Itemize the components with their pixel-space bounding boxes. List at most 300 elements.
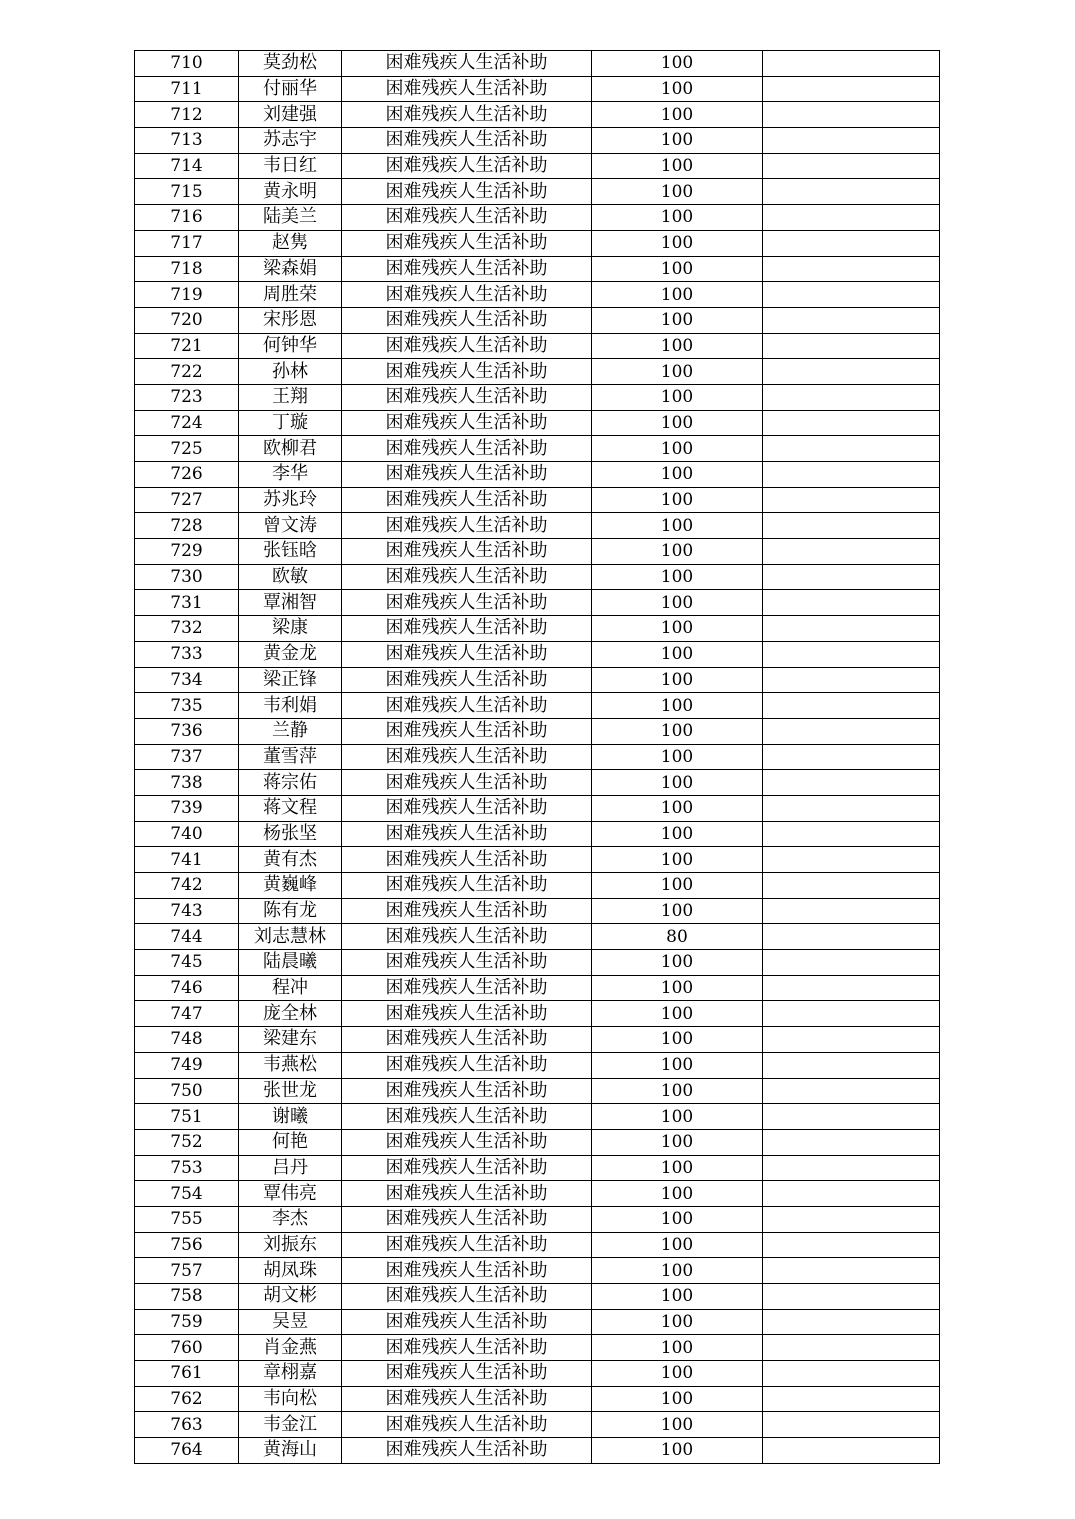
note-cell	[763, 1104, 940, 1130]
note-cell	[763, 410, 940, 436]
note-cell	[763, 359, 940, 385]
table-row	[135, 384, 940, 410]
note-cell	[763, 564, 940, 590]
note-cell	[763, 744, 940, 770]
subsidy-item-cell: 困难残疾人生活补助	[342, 1129, 592, 1155]
note-cell	[763, 282, 940, 308]
subsidy-item-cell: 困难残疾人生活补助	[342, 898, 592, 924]
table-row	[135, 179, 940, 205]
subsidy-item-cell: 困难残疾人生活补助	[342, 1386, 592, 1412]
serial-number-cell: 762	[135, 1386, 239, 1412]
name-cell: 莫劲松	[239, 51, 342, 77]
name-cell: 陆晨曦	[239, 950, 342, 976]
serial-number-cell: 728	[135, 513, 239, 539]
subsidy-item-cell: 困难残疾人生活补助	[342, 51, 592, 77]
name-cell: 刘建强	[239, 102, 342, 128]
note-cell	[763, 102, 940, 128]
serial-number-cell: 712	[135, 102, 239, 128]
subsidy-item-cell: 困难残疾人生活补助	[342, 847, 592, 873]
name-cell: 蒋宗佑	[239, 770, 342, 796]
table-row	[135, 1335, 940, 1361]
subsidy-item-cell: 困难残疾人生活补助	[342, 333, 592, 359]
note-cell	[763, 1078, 940, 1104]
serial-number-cell: 726	[135, 462, 239, 488]
name-cell: 黄巍峰	[239, 873, 342, 899]
subsidy-item-cell: 困难残疾人生活补助	[342, 1027, 592, 1053]
table-row	[135, 693, 940, 719]
name-cell: 兰静	[239, 718, 342, 744]
note-cell	[763, 924, 940, 950]
amount-cell: 100	[592, 359, 763, 385]
subsidy-item-cell: 困难残疾人生活补助	[342, 744, 592, 770]
note-cell	[763, 1027, 940, 1053]
name-cell: 宋彤恩	[239, 307, 342, 333]
subsidy-item-cell: 困难残疾人生活补助	[342, 384, 592, 410]
name-cell: 董雪萍	[239, 744, 342, 770]
name-cell: 梁森娟	[239, 256, 342, 282]
name-cell: 吴昱	[239, 1309, 342, 1335]
amount-cell: 100	[592, 795, 763, 821]
subsidy-item-cell: 困难残疾人生活补助	[342, 487, 592, 513]
subsidy-item-cell: 困难残疾人生活补助	[342, 1206, 592, 1232]
table-row	[135, 1284, 940, 1310]
table-row	[135, 1181, 940, 1207]
amount-cell: 100	[592, 384, 763, 410]
serial-number-cell: 736	[135, 718, 239, 744]
amount-cell: 100	[592, 76, 763, 102]
amount-cell: 100	[592, 1412, 763, 1438]
name-cell: 蒋文程	[239, 795, 342, 821]
name-cell: 付丽华	[239, 76, 342, 102]
name-cell: 梁建东	[239, 1027, 342, 1053]
name-cell: 李杰	[239, 1206, 342, 1232]
subsidy-item-cell: 困难残疾人生活补助	[342, 230, 592, 256]
serial-number-cell: 738	[135, 770, 239, 796]
name-cell: 胡文彬	[239, 1284, 342, 1310]
note-cell	[763, 590, 940, 616]
serial-number-cell: 732	[135, 616, 239, 642]
amount-cell: 100	[592, 1258, 763, 1284]
note-cell	[763, 487, 940, 513]
subsidy-item-cell: 困难残疾人生活补助	[342, 1258, 592, 1284]
table-row	[135, 616, 940, 642]
amount-cell: 100	[592, 256, 763, 282]
name-cell: 刘振东	[239, 1232, 342, 1258]
name-cell: 何艳	[239, 1129, 342, 1155]
serial-number-cell: 730	[135, 564, 239, 590]
serial-number-cell: 750	[135, 1078, 239, 1104]
subsidy-item-cell: 困难残疾人生活补助	[342, 1001, 592, 1027]
name-cell: 谢曦	[239, 1104, 342, 1130]
subsidy-item-cell: 困难残疾人生活补助	[342, 539, 592, 565]
subsidy-item-cell: 困难残疾人生活补助	[342, 102, 592, 128]
table-row	[135, 770, 940, 796]
table-row	[135, 564, 940, 590]
table-row	[135, 1129, 940, 1155]
name-cell: 陆美兰	[239, 205, 342, 231]
amount-cell: 100	[592, 1104, 763, 1130]
table-row	[135, 128, 940, 154]
serial-number-cell: 734	[135, 667, 239, 693]
amount-cell: 100	[592, 102, 763, 128]
subsidy-item-cell: 困难残疾人生活补助	[342, 128, 592, 154]
name-cell: 梁康	[239, 616, 342, 642]
subsidy-item-cell: 困难残疾人生活补助	[342, 718, 592, 744]
subsidy-item-cell: 困难残疾人生活补助	[342, 1078, 592, 1104]
table-row	[135, 1206, 940, 1232]
amount-cell: 100	[592, 667, 763, 693]
note-cell	[763, 1438, 940, 1464]
serial-number-cell: 711	[135, 76, 239, 102]
name-cell: 陈有龙	[239, 898, 342, 924]
serial-number-cell: 715	[135, 179, 239, 205]
amount-cell: 100	[592, 1001, 763, 1027]
table-row	[135, 1361, 940, 1387]
name-cell: 李华	[239, 462, 342, 488]
table-row	[135, 641, 940, 667]
name-cell: 欧柳君	[239, 436, 342, 462]
name-cell: 周胜荣	[239, 282, 342, 308]
serial-number-cell: 760	[135, 1335, 239, 1361]
subsidy-item-cell: 困难残疾人生活补助	[342, 693, 592, 719]
amount-cell: 100	[592, 616, 763, 642]
table-row	[135, 513, 940, 539]
subsidy-item-cell: 困难残疾人生活补助	[342, 513, 592, 539]
note-cell	[763, 230, 940, 256]
serial-number-cell: 753	[135, 1155, 239, 1181]
name-cell: 杨张坚	[239, 821, 342, 847]
note-cell	[763, 693, 940, 719]
table-row	[135, 307, 940, 333]
name-cell: 梁正锋	[239, 667, 342, 693]
name-cell: 韦金江	[239, 1412, 342, 1438]
serial-number-cell: 739	[135, 795, 239, 821]
note-cell	[763, 770, 940, 796]
note-cell	[763, 1052, 940, 1078]
note-cell	[763, 333, 940, 359]
serial-number-cell: 721	[135, 333, 239, 359]
table-row	[135, 76, 940, 102]
amount-cell: 100	[592, 1181, 763, 1207]
table-row	[135, 1386, 940, 1412]
amount-cell: 100	[592, 1232, 763, 1258]
subsidy-item-cell: 困难残疾人生活补助	[342, 821, 592, 847]
table-row	[135, 873, 940, 899]
serial-number-cell: 754	[135, 1181, 239, 1207]
table-row	[135, 539, 940, 565]
note-cell	[763, 436, 940, 462]
note-cell	[763, 1284, 940, 1310]
table-row	[135, 282, 940, 308]
serial-number-cell: 745	[135, 950, 239, 976]
subsidy-item-cell: 困难残疾人生活补助	[342, 616, 592, 642]
subsidy-item-cell: 困难残疾人生活补助	[342, 462, 592, 488]
subsidy-item-cell: 困难残疾人生活补助	[342, 76, 592, 102]
table-row	[135, 410, 940, 436]
table-row	[135, 795, 940, 821]
name-cell: 黄有杰	[239, 847, 342, 873]
subsidy-item-cell: 困难残疾人生活补助	[342, 590, 592, 616]
serial-number-cell: 737	[135, 744, 239, 770]
serial-number-cell: 733	[135, 641, 239, 667]
note-cell	[763, 821, 940, 847]
table-row	[135, 590, 940, 616]
note-cell	[763, 384, 940, 410]
name-cell: 韦燕松	[239, 1052, 342, 1078]
table-row	[135, 359, 940, 385]
serial-number-cell: 731	[135, 590, 239, 616]
table-row	[135, 744, 940, 770]
note-cell	[763, 179, 940, 205]
table-row	[135, 1412, 940, 1438]
serial-number-cell: 716	[135, 205, 239, 231]
amount-cell: 100	[592, 1206, 763, 1232]
serial-number-cell: 710	[135, 51, 239, 77]
subsidy-item-cell: 困难残疾人生活补助	[342, 1155, 592, 1181]
table-row	[135, 898, 940, 924]
name-cell: 黄海山	[239, 1438, 342, 1464]
amount-cell: 100	[592, 1129, 763, 1155]
subsidy-item-cell: 困难残疾人生活补助	[342, 359, 592, 385]
subsidy-item-cell: 困难残疾人生活补助	[342, 1412, 592, 1438]
note-cell	[763, 153, 940, 179]
amount-cell: 100	[592, 282, 763, 308]
serial-number-cell: 729	[135, 539, 239, 565]
name-cell: 曾文涛	[239, 513, 342, 539]
amount-cell: 100	[592, 744, 763, 770]
note-cell	[763, 256, 940, 282]
subsidy-item-cell: 困难残疾人生活补助	[342, 1335, 592, 1361]
serial-number-cell: 714	[135, 153, 239, 179]
name-cell: 肖金燕	[239, 1335, 342, 1361]
table-row	[135, 1309, 940, 1335]
name-cell: 张钰晗	[239, 539, 342, 565]
amount-cell: 100	[592, 564, 763, 590]
serial-number-cell: 751	[135, 1104, 239, 1130]
amount-cell: 80	[592, 924, 763, 950]
subsidy-item-cell: 困难残疾人生活补助	[342, 282, 592, 308]
note-cell	[763, 795, 940, 821]
name-cell: 吕丹	[239, 1155, 342, 1181]
table-row	[135, 153, 940, 179]
amount-cell: 100	[592, 128, 763, 154]
subsidy-item-cell: 困难残疾人生活补助	[342, 770, 592, 796]
serial-number-cell: 740	[135, 821, 239, 847]
note-cell	[763, 1309, 940, 1335]
amount-cell: 100	[592, 950, 763, 976]
serial-number-cell: 742	[135, 873, 239, 899]
subsidy-item-cell: 困难残疾人生活补助	[342, 307, 592, 333]
name-cell: 欧敏	[239, 564, 342, 590]
amount-cell: 100	[592, 590, 763, 616]
subsidy-table	[134, 50, 940, 1464]
table-row	[135, 821, 940, 847]
subsidy-item-cell: 困难残疾人生活补助	[342, 205, 592, 231]
amount-cell: 100	[592, 1052, 763, 1078]
amount-cell: 100	[592, 1155, 763, 1181]
subsidy-item-cell: 困难残疾人生活补助	[342, 795, 592, 821]
serial-number-cell: 761	[135, 1361, 239, 1387]
table-row	[135, 256, 940, 282]
subsidy-item-cell: 困难残疾人生活补助	[342, 436, 592, 462]
amount-cell: 100	[592, 539, 763, 565]
amount-cell: 100	[592, 1386, 763, 1412]
subsidy-item-cell: 困难残疾人生活补助	[342, 564, 592, 590]
name-cell: 刘志慧林	[239, 924, 342, 950]
serial-number-cell: 713	[135, 128, 239, 154]
note-cell	[763, 539, 940, 565]
serial-number-cell: 718	[135, 256, 239, 282]
note-cell	[763, 1335, 940, 1361]
note-cell	[763, 1206, 940, 1232]
name-cell: 程冲	[239, 975, 342, 1001]
note-cell	[763, 1129, 940, 1155]
amount-cell: 100	[592, 847, 763, 873]
note-cell	[763, 76, 940, 102]
note-cell	[763, 1412, 940, 1438]
amount-cell: 100	[592, 487, 763, 513]
name-cell: 张世龙	[239, 1078, 342, 1104]
table-row	[135, 847, 940, 873]
serial-number-cell: 743	[135, 898, 239, 924]
serial-number-cell: 724	[135, 410, 239, 436]
note-cell	[763, 898, 940, 924]
name-cell: 覃湘智	[239, 590, 342, 616]
serial-number-cell: 723	[135, 384, 239, 410]
subsidy-item-cell: 困难残疾人生活补助	[342, 179, 592, 205]
serial-number-cell: 748	[135, 1027, 239, 1053]
note-cell	[763, 462, 940, 488]
name-cell: 覃伟亮	[239, 1181, 342, 1207]
serial-number-cell: 756	[135, 1232, 239, 1258]
serial-number-cell: 744	[135, 924, 239, 950]
name-cell: 王翔	[239, 384, 342, 410]
serial-number-cell: 747	[135, 1001, 239, 1027]
subsidy-item-cell: 困难残疾人生活补助	[342, 950, 592, 976]
subsidy-item-cell: 困难残疾人生活补助	[342, 641, 592, 667]
note-cell	[763, 950, 940, 976]
name-cell: 黄永明	[239, 179, 342, 205]
table-row	[135, 205, 940, 231]
note-cell	[763, 1155, 940, 1181]
table-row	[135, 462, 940, 488]
serial-number-cell: 727	[135, 487, 239, 513]
amount-cell: 100	[592, 1078, 763, 1104]
amount-cell: 100	[592, 436, 763, 462]
note-cell	[763, 128, 940, 154]
subsidy-item-cell: 困难残疾人生活补助	[342, 924, 592, 950]
amount-cell: 100	[592, 898, 763, 924]
table-row	[135, 436, 940, 462]
note-cell	[763, 307, 940, 333]
name-cell: 庞全林	[239, 1001, 342, 1027]
amount-cell: 100	[592, 718, 763, 744]
amount-cell: 100	[592, 1335, 763, 1361]
subsidy-item-cell: 困难残疾人生活补助	[342, 1438, 592, 1464]
amount-cell: 100	[592, 462, 763, 488]
serial-number-cell: 720	[135, 307, 239, 333]
serial-number-cell: 735	[135, 693, 239, 719]
subsidy-item-cell: 困难残疾人生活补助	[342, 256, 592, 282]
serial-number-cell: 717	[135, 230, 239, 256]
note-cell	[763, 641, 940, 667]
serial-number-cell: 722	[135, 359, 239, 385]
table-row	[135, 1258, 940, 1284]
table-row	[135, 1078, 940, 1104]
amount-cell: 100	[592, 821, 763, 847]
table-row	[135, 1001, 940, 1027]
amount-cell: 100	[592, 693, 763, 719]
serial-number-cell: 755	[135, 1206, 239, 1232]
serial-number-cell: 758	[135, 1284, 239, 1310]
subsidy-item-cell: 困难残疾人生活补助	[342, 1181, 592, 1207]
table-row	[135, 1027, 940, 1053]
note-cell	[763, 513, 940, 539]
amount-cell: 100	[592, 770, 763, 796]
amount-cell: 100	[592, 179, 763, 205]
table-row	[135, 718, 940, 744]
name-cell: 苏志宇	[239, 128, 342, 154]
name-cell: 黄金龙	[239, 641, 342, 667]
amount-cell: 100	[592, 1284, 763, 1310]
table-row	[135, 1104, 940, 1130]
serial-number-cell: 752	[135, 1129, 239, 1155]
amount-cell: 100	[592, 333, 763, 359]
amount-cell: 100	[592, 873, 763, 899]
note-cell	[763, 873, 940, 899]
amount-cell: 100	[592, 513, 763, 539]
name-cell: 胡凤珠	[239, 1258, 342, 1284]
serial-number-cell: 763	[135, 1412, 239, 1438]
table-row	[135, 51, 940, 77]
note-cell	[763, 1386, 940, 1412]
name-cell: 苏兆玲	[239, 487, 342, 513]
subsidy-item-cell: 困难残疾人生活补助	[342, 1104, 592, 1130]
name-cell: 韦向松	[239, 1386, 342, 1412]
amount-cell: 100	[592, 1361, 763, 1387]
note-cell	[763, 1232, 940, 1258]
table-row	[135, 975, 940, 1001]
subsidy-item-cell: 困难残疾人生活补助	[342, 873, 592, 899]
amount-cell: 100	[592, 153, 763, 179]
note-cell	[763, 1361, 940, 1387]
note-cell	[763, 1001, 940, 1027]
amount-cell: 100	[592, 1309, 763, 1335]
name-cell: 章栩嘉	[239, 1361, 342, 1387]
amount-cell: 100	[592, 1438, 763, 1464]
serial-number-cell: 746	[135, 975, 239, 1001]
serial-number-cell: 725	[135, 436, 239, 462]
note-cell	[763, 975, 940, 1001]
subsidy-item-cell: 困难残疾人生活补助	[342, 1284, 592, 1310]
table-row	[135, 950, 940, 976]
note-cell	[763, 667, 940, 693]
note-cell	[763, 847, 940, 873]
amount-cell: 100	[592, 51, 763, 77]
serial-number-cell: 719	[135, 282, 239, 308]
note-cell	[763, 718, 940, 744]
subsidy-item-cell: 困难残疾人生活补助	[342, 975, 592, 1001]
subsidy-item-cell: 困难残疾人生活补助	[342, 667, 592, 693]
amount-cell: 100	[592, 230, 763, 256]
note-cell	[763, 1258, 940, 1284]
note-cell	[763, 51, 940, 77]
amount-cell: 100	[592, 410, 763, 436]
table-row	[135, 1232, 940, 1258]
amount-cell: 100	[592, 307, 763, 333]
amount-cell: 100	[592, 975, 763, 1001]
table-row	[135, 102, 940, 128]
